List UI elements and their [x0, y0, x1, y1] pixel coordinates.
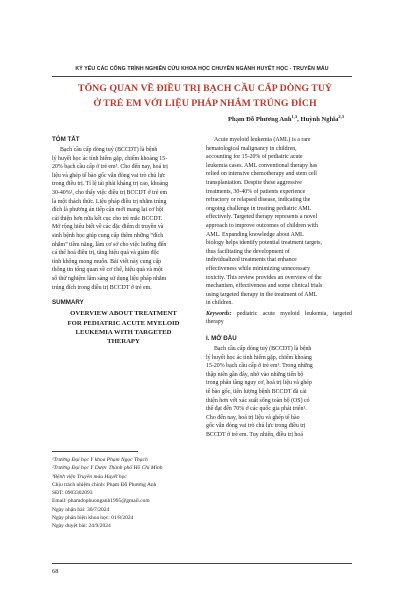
footnote-line: ²Trường Đại học Y Dược Thành phố Hồ Chí Minh: [52, 465, 163, 472]
title-en-line: THERAPY: [107, 338, 140, 346]
page-number: 68: [52, 568, 59, 575]
abstract-en-line: approach to improve outcomes of children with: [206, 222, 318, 229]
abstract-en-line: AML. Expanding knowledge about AML: [206, 231, 304, 238]
header-rule: [52, 76, 352, 77]
intro-line: 15-20% bạch cầu cấp ở trẻ em¹. Trong những: [206, 363, 313, 370]
abstract-en-line: thus facilitating the development of: [206, 248, 290, 255]
abstract-vi-line: thông tin tổng quan về cơ chế, hiệu quả và một: [52, 267, 163, 274]
abstract-en-line: effectiveness while minimizing unnecessary: [206, 265, 311, 272]
footnote-rule: [52, 451, 138, 452]
intro-heading: I. MỞ ĐẦU: [206, 335, 237, 343]
abstract-vi-line: tính không mong muốn. Bài viết này cung cấp: [52, 258, 162, 265]
abstract-en-line: effectively. Targeted therapy represents a novel: [206, 214, 318, 221]
abstract-vi-line: đích là phương án tiếp cận mới mang lại cơ hội: [52, 207, 164, 214]
intro-line: Cho đến nay, hoá trị liệu và ghép tế bào: [206, 414, 300, 421]
abstract-vi-line: cải thiện hơn nữa kết cục cho trẻ mắc BCCDT.: [52, 215, 163, 222]
footnote-line: SĐT: 0903302093: [52, 490, 93, 497]
abstract-vi-line: 30-40%¹, cho thấy việc điều trị BCCDT ở trẻ em: [52, 189, 168, 196]
abstract-en-line: individualized treatments that enhance: [206, 257, 297, 264]
abstract-vi-line: nhắm” tiềm năng, làm cơ sở cho việc hướng đến: [52, 241, 167, 248]
title-line: Ở TRẺ EM VỚI LIỆU PHÁP NHẮM TRÚNG ĐÍCH: [93, 98, 317, 109]
footnote-list: [52, 456, 195, 531]
intro-line: tế bào gốc, tiên lượng bệnh BCCDT đã cải: [206, 389, 307, 396]
left-column: [52, 136, 195, 347]
footnote-line: Ngày phản biện khoa học: 01/8/2024: [52, 515, 134, 522]
abstract-en-line: accounting for 15-20% of pediatric acute: [206, 154, 303, 161]
abstract-vi-line: cá thể hoá điều trị, tăng hiệu quả và giảm độc: [52, 250, 160, 257]
abstract-en-line: mechanism, effectiveness and some clinical trials: [206, 283, 323, 290]
abstract-en-body: [206, 136, 352, 308]
keywords: [206, 310, 352, 327]
footnote-line: ³Bệnh viện Truyền máu Huyết học: [52, 473, 127, 480]
abstract-en-line: using targeted therapy in the treatment of AML: [206, 291, 318, 298]
author-name: Phạm Đỗ Phương Anh: [228, 116, 292, 124]
abstract-en-line: leukemia cases. AML conventional therapy has: [206, 162, 318, 169]
footnotes: [52, 451, 195, 531]
intro-line: thiện hơn với xác suất sống toàn bộ (OS) có: [206, 397, 310, 404]
abstract-vi-line: Mở rộng hiểu biết về các đặc điểm di truyền và: [52, 224, 164, 231]
article-title-en: [52, 309, 195, 347]
abstract-en-line: treatments, 30-40% of patients experience: [206, 188, 306, 195]
abstract-vi-line: là một thách thức. Liệu pháp điều trị nhắm trúng: [52, 198, 167, 205]
abstract-vi-heading: TÓM TẮT: [52, 136, 80, 143]
abstract-vi-line: lý huyết học ác tính hiếm gặp, chiếm khoảng 15-: [52, 155, 168, 162]
author-separator: ,: [297, 116, 301, 124]
title-en-line: FOR PEDIATRIC ACUTE MYELOID: [67, 319, 180, 327]
intro-body: [206, 345, 352, 440]
abstract-en-line: ongoing challenge in treating pediatric AML: [206, 205, 312, 212]
intro-line: thập niên gần đây, nhờ vào những tiến bộ: [206, 371, 304, 378]
right-column: [206, 136, 352, 440]
abstract-en-line: biology helps identify potential treatment targets,: [206, 240, 323, 247]
intro-line: Bạch cầu cấp dòng tuỷ (BCCDT) là bệnh: [214, 346, 312, 353]
author-name: Huỳnh Nghĩa: [300, 116, 339, 124]
title-en-line: OVERVIEW ABOUT TREATMENT: [70, 310, 177, 318]
abstract-vi-line: trong điều trị. Tỉ lệ tái phát kháng trị cao, khoảng: [52, 181, 169, 188]
abstract-en-line: hematological malignancy in children,: [206, 145, 297, 152]
keywords-label: Keywords:: [206, 310, 232, 317]
author-affiliation-mark: 1,3: [291, 114, 298, 119]
footnote-line: ¹Trường Đại học Y khoa Phạm Ngọc Thạch: [52, 457, 148, 463]
abstract-en-line: refractory or relapsed disease, indicating the: [206, 197, 311, 204]
abstract-vi-line: Bạch cầu cấp dòng tuỷ (BCCDT) là bệnh: [60, 147, 158, 153]
abstract-en-line: toxicity. This review provides an overview of the: [206, 274, 322, 281]
intro-line: gốc vẫn đóng vai trò chủ lực trong điều trị: [206, 423, 306, 430]
article-title-vi: [62, 81, 348, 111]
abstract-en-line: relied on intensive chemotherapy and stem cell: [206, 171, 317, 178]
abstract-vi-line: số thử nghiệm lâm sàng sử dụng liệu pháp nhắm: [52, 275, 167, 282]
footer-rule: [52, 563, 352, 564]
authors: [228, 114, 344, 123]
abstract-vi-line: sinh bệnh học giúp cung cấp thêm những “đích: [52, 232, 164, 239]
intro-line: BCCDT ở trẻ em. Tuy nhiên, điều trị hoá: [206, 432, 303, 438]
abstract-vi-line: 20% bạch cầu cấp ở trẻ em¹. Cho đến nay, hoá trị: [52, 164, 168, 171]
title-en-line: LEUKEMIA WITH TARGETED: [75, 328, 172, 336]
abstract-en-line: Acute myeloid leukemia (AML) is a rare: [214, 137, 311, 143]
summary-heading: SUMMARY: [52, 299, 84, 307]
running-header: KỶ YẾU CÁC CÔNG TRÌNH NGHIÊN CỨU KHOA HỌC CHUYÊN NGÀNH HUYẾT HỌC - TRUYỀN MÁU: [75, 66, 329, 72]
footnote-line: Ngày nhận bài: 30/7/2024: [52, 506, 110, 513]
abstract-en-line: transplantation. Despite these aggressive: [206, 179, 302, 186]
abstract-vi-line: liệu và ghép tế bào gốc vẫn đóng vai trò chủ lực: [52, 172, 166, 179]
footnote-line: Email: phamdophuonganh1995@gmail.com: [52, 498, 150, 505]
intro-line: thể đạt đến 70% ở các quốc gia phát triển¹.: [206, 406, 307, 413]
footnote-line: Ngày duyệt bài: 24/9/2024: [52, 523, 111, 530]
author-affiliation-mark: 2,3: [338, 114, 344, 119]
keywords-text: pediatric acute myeloid leukemia, targeted therapy: [206, 310, 352, 326]
title-line: TỔNG QUAN VỀ ĐIỀU TRỊ BẠCH CẦU CẤP DÒNG TUỶ: [78, 83, 332, 94]
intro-line: trong phân tầng nguy cơ, hoá trị liệu và ghép: [206, 380, 312, 387]
intro-line: lý huyết học ác tính hiếm gặp, chiếm khoảng: [206, 354, 312, 361]
abstract-en-line: in children.: [206, 300, 233, 307]
abstract-vi-body: [52, 146, 195, 292]
footnote-line: Chịu trách nhiệm chính: Phạm Đỗ Phương Anh: [52, 481, 157, 488]
abstract-vi-line: trúng đích trong điều trị BCCDT ở trẻ em.: [52, 284, 152, 291]
